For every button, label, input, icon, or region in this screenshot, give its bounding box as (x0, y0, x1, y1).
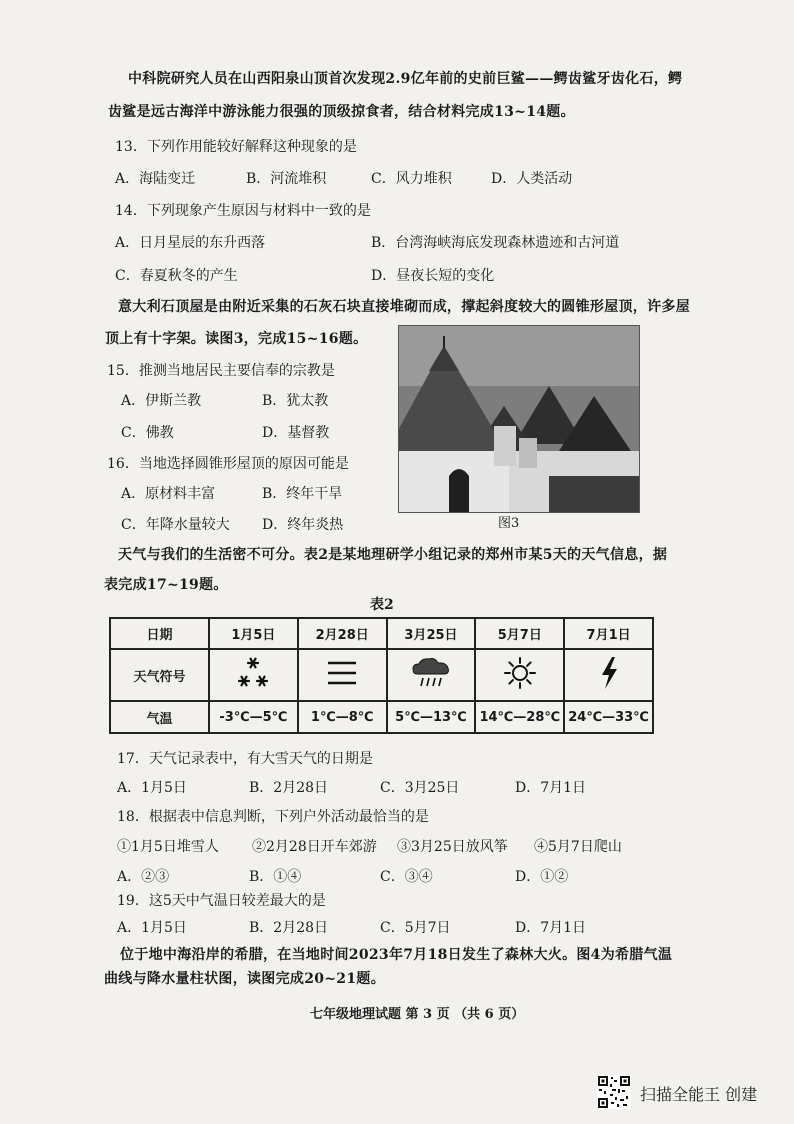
date-cell: 3月25日 (387, 618, 476, 649)
lightning-icon (597, 655, 621, 691)
table2-title: 表2 (370, 597, 394, 613)
rain-icon (409, 656, 453, 690)
q14-option-a[interactable]: A．日月星辰的东升西落 (115, 235, 266, 251)
temp-cell: 1℃—8℃ (298, 701, 387, 733)
q17-option-d[interactable]: D．7月1日 (515, 780, 587, 796)
trulli-photo (398, 325, 640, 513)
q17-option-a[interactable]: A．1月5日 (117, 780, 187, 796)
q16-option-d[interactable]: D．终年炎热 (262, 517, 344, 533)
q15-option-b[interactable]: B．犹太教 (262, 393, 329, 409)
date-cell: 2月28日 (298, 618, 387, 649)
q18-option-a[interactable]: A．②③ (117, 869, 170, 885)
intro3-line2: 表完成17~19题。 (104, 577, 228, 593)
q13-stem: 13．下列作用能较好解释这种现象的是 (115, 139, 357, 155)
q18-option-c[interactable]: C．③④ (380, 869, 433, 885)
intro1-line1: 中科院研究人员在山西阳泉山顶首次发现2.9亿年前的史前巨鲨——鳄齿鲨牙齿化石，鳄 (128, 71, 683, 87)
q15-option-d[interactable]: D．基督教 (262, 425, 330, 441)
date-cell: 5月7日 (475, 618, 564, 649)
table-row-dates (110, 618, 653, 649)
q18-stem: 18．根据表中信息判断，下列户外活动最恰当的是 (117, 809, 429, 825)
q18-item-2: ②2月28日开车郊游 (252, 839, 377, 855)
row-header-symbol: 天气符号 (110, 649, 209, 701)
symbol-cell (209, 649, 298, 701)
table-row-symbols (110, 649, 653, 701)
q15-option-c[interactable]: C．佛教 (121, 425, 174, 441)
scanner-brand-label: 扫描全能王 创建 (640, 1085, 758, 1104)
q13-option-a[interactable]: A．海陆变迁 (115, 171, 196, 187)
qr-code-icon (597, 1075, 631, 1109)
temp-cell: 14℃—28℃ (475, 701, 564, 733)
page-footer: 七年级地理试题 第 3 页 （共 6 页） (310, 1007, 525, 1022)
q14-option-d[interactable]: D．昼夜长短的变化 (371, 268, 495, 284)
q14-stem: 14．下列现象产生原因与材料中一致的是 (115, 203, 371, 219)
intro4-line1: 位于地中海沿岸的希腊，在当地时间2023年7月18日发生了森林大火。图4为希腊气温 (120, 947, 673, 963)
q16-stem: 16．当地选择圆锥形屋顶的原因可能是 (107, 456, 349, 472)
q18-item-1: ①1月5日堆雪人 (117, 839, 219, 855)
temp-cell: 24℃—33℃ (564, 701, 653, 733)
q16-option-b[interactable]: B．终年干旱 (262, 486, 343, 502)
q18-option-d[interactable]: D．①② (515, 869, 569, 885)
symbol-cell (387, 649, 476, 701)
figure3-caption: 图3 (498, 516, 520, 531)
table-row-temps (110, 701, 653, 733)
symbol-cell (564, 649, 653, 701)
q16-option-a[interactable]: A．原材料丰富 (121, 486, 216, 502)
q13-option-c[interactable]: C．风力堆积 (371, 171, 452, 187)
weather-table (109, 617, 654, 734)
date-cell: 7月1日 (564, 618, 653, 649)
temp-cell: 5℃—13℃ (387, 701, 476, 733)
symbol-cell (475, 649, 564, 701)
intro1-line2: 齿鲨是远古海洋中游泳能力很强的顶级掠食者，结合材料完成13~14题。 (108, 104, 575, 120)
symbol-cell (298, 649, 387, 701)
intro2-line2: 顶上有十字架。读图3，完成15~16题。 (105, 331, 368, 347)
intro2-line1: 意大利石顶屋是由附近采集的石灰石块直接堆砌而成，撑起斜度较大的圆锥形屋顶，许多屋 (118, 299, 690, 315)
q15-option-a[interactable]: A．伊斯兰教 (121, 393, 202, 409)
date-cell: 1月5日 (209, 618, 298, 649)
trulli-illustration (399, 326, 639, 512)
q16-option-c[interactable]: C．年降水量较大 (121, 517, 230, 533)
row-header-temp: 气温 (110, 701, 209, 733)
q18-item-3: ③3月25日放风筝 (397, 839, 508, 855)
q18-item-4: ④5月7日爬山 (534, 839, 622, 855)
q19-stem: 19．这5天中气温日较差最大的是 (117, 893, 326, 909)
q19-option-c[interactable]: C．5月7日 (380, 920, 451, 936)
intro4-line2: 曲线与降水量柱状图，读图完成20~21题。 (104, 971, 385, 987)
q19-option-a[interactable]: A．1月5日 (117, 920, 187, 936)
intro3-line1: 天气与我们的生活密不可分。表2是某地理研学小组记录的郑州市某5天的天气信息，据 (118, 547, 668, 563)
q15-stem: 15．推测当地居民主要信奉的宗教是 (107, 363, 335, 379)
row-header-date: 日期 (110, 618, 209, 649)
q13-option-b[interactable]: B．河流堆积 (246, 171, 327, 187)
q18-option-b[interactable]: B．①④ (249, 869, 302, 885)
q17-option-c[interactable]: C．3月25日 (380, 780, 460, 796)
heavy-snow-icon (235, 655, 271, 691)
q17-stem: 17．天气记录表中，有大雪天气的日期是 (117, 751, 373, 767)
temp-cell: -3℃—5℃ (209, 701, 298, 733)
q14-option-c[interactable]: C．春夏秋冬的产生 (115, 268, 238, 284)
q17-option-b[interactable]: B．2月28日 (249, 780, 329, 796)
q13-option-d[interactable]: D．人类活动 (491, 171, 573, 187)
q19-option-d[interactable]: D．7月1日 (515, 920, 587, 936)
q14-option-b[interactable]: B．台湾海峡海底发现森林遗迹和古河道 (371, 235, 620, 251)
sunny-icon (503, 656, 537, 690)
fog-icon (324, 658, 360, 688)
q19-option-b[interactable]: B．2月28日 (249, 920, 329, 936)
